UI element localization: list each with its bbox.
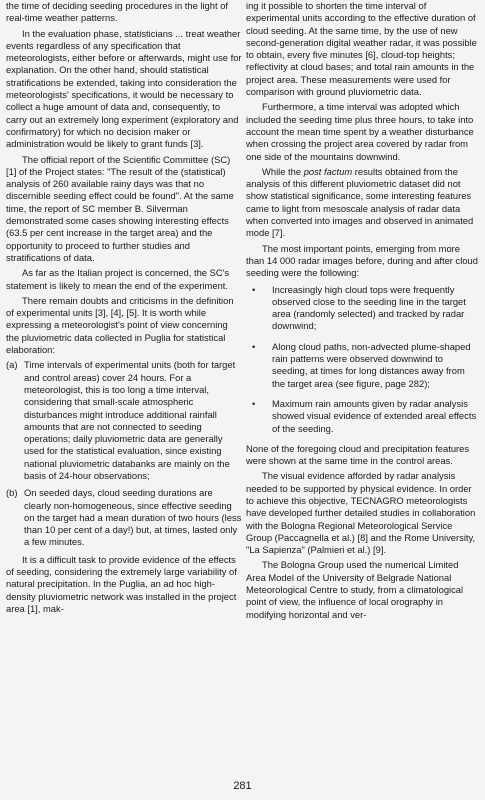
bullet-item	[246, 398, 480, 435]
bullet-icon: •	[252, 283, 256, 295]
paragraph: The Bologna Group used the numerical Limited Area Model of the University of Belgrade National Meteorological Centre to study, from a climatological point of view, the influence of local orography in modifying horizontal and ver-	[246, 559, 464, 620]
paragraph: The most important points, emerging from more than 14 000 radar images before, during and after cloud seeding were the following:	[246, 242, 478, 279]
bullet-item	[246, 284, 480, 333]
list-item-a	[6, 359, 242, 482]
paragraph: As far as the Italian project is concerned, the SC's statement is likely to mean the end of the experiment.	[6, 267, 230, 291]
right-column	[246, 0, 480, 624]
italic-text: post factum	[303, 165, 353, 177]
bullet-icon: •	[252, 397, 256, 409]
paragraph: Furthermore, a time interval was adopted which included the seeding time plus three hours, to take into account the mean time spent by a weather disturbance when crossing the project area covered by radar from one side of the mountains downwind.	[246, 101, 474, 162]
text-run: While the	[262, 165, 304, 177]
paragraph: The official report of the Scientific Committee (SC) [1] of the Project states: "The result of the (statistical) analysis of 260 available rainy days was that no discernible seeding effect could be found". At the same time, the report of SC member B. Silverman demonstrated some cases showing interesting effects (63.5 per cent increase in the target area) and the opportunity to proceed to further studies and stratifications of data.	[6, 153, 234, 263]
left-column	[6, 0, 242, 618]
list-item-label: (b)	[6, 487, 18, 499]
bullet-item	[246, 341, 480, 390]
list-item-text: On seeded days, cloud seeding durations are clearly non-homogeneous, since effective seeding on the target had a mean duration of two hours (less than 10 per cent of a day!) but, at times, lasted only a few minutes.	[24, 487, 242, 548]
bullet-text: Along cloud paths, non-advected plume-shaped rain patterns were observed downwind to seeding, at times for long distances away from the target area (see figure, page 282);	[272, 340, 471, 389]
bullet-text: Increasingly high cloud tops were frequently observed close to the seeding line in the target area (randomly selected) and tracked by radar downwind;	[272, 283, 466, 332]
paragraph: the time of deciding seeding procedures in the light of real-time weather patterns.	[6, 0, 229, 24]
paragraph: ing it possible to shorten the time interval of experimental units according to the effective duration of cloud seeding. At the same time, by the use of new second-generation digital weather radar, it was possible to obtain, every five minutes [6], cloud-top heights; reflectivity at cloud bases; and total rain amounts in the project area. These measurements were used for comparison with ground pluviometric data.	[246, 0, 477, 98]
paragraph	[246, 166, 480, 240]
page-number: 281	[233, 780, 252, 792]
paragraph: The visual evidence afforded by radar analysis needed to be supported by physical evidence. In order to achieve this objective, TECNAGRO meteorologists have developed further detailed studies in collaboration with the Bologna Regional Meteorological Service Group (Paccagnella et al.) [8] and the Rome University, "La Sapienza" (Palmieri et al.) [9].	[246, 470, 476, 556]
paragraph: In the evaluation phase, statisticians ... treat weather events regardless of any specification that meteorologists, either before or afterwards, might use for explanation. On the other hand, should statistical stratifications be extended, taking into consideration the meteorologists' specifications, it would be necessary to collect a huge amount of data and, consequently, to carry out an extremely long experiment (exploratory and confirmatory) for which no decision maker or administration would be likely to grant funds [3].	[6, 27, 242, 150]
list-item-label: (a)	[6, 359, 18, 371]
paragraph: There remain doubts and criticisms in the definition of experimental units [3], [4], [5]. It is worth while expressing a meteorologist's point of view concerning the pluviometric data collected in Puglia for statistical elaboration:	[6, 294, 234, 356]
list-item-b	[6, 487, 242, 548]
list-item-text: Time intervals of experimental units (both for target and control areas) cover 24 hours. For a meteorologist, this is too long a time interval, considering that small-scale atmospheric disturbances might introduce additional rainfall amounts that are not connected to seeding operations; daily pluviometric data are generally used for the statistical evaluation, since existing national pluviometric databanks are mainly on the basis of 24-hour observations;	[24, 359, 236, 481]
text-run: results obtained from the analysis of this different pluviometric dataset did not show statistical significance, some interesting features came to light from mesoscale analysis of radar data when converted into images and observed in animated mode [7].	[246, 165, 474, 239]
paragraph: None of the foregoing cloud and precipitation features were shown at the same time in the control areas.	[246, 442, 470, 467]
bullet-text: Maximum rain amounts given by radar analysis showed visual evidence of extended areal effects of the seeding.	[272, 397, 477, 434]
bullet-icon: •	[252, 340, 256, 352]
paragraph: It is a difficult task to provide evidence of the effects of seeding, considering the extremely large variability of natural precipitation. In the Puglia, an ad hoc high-density pluviometric network was installed in the project area [1], mak-	[6, 553, 237, 614]
